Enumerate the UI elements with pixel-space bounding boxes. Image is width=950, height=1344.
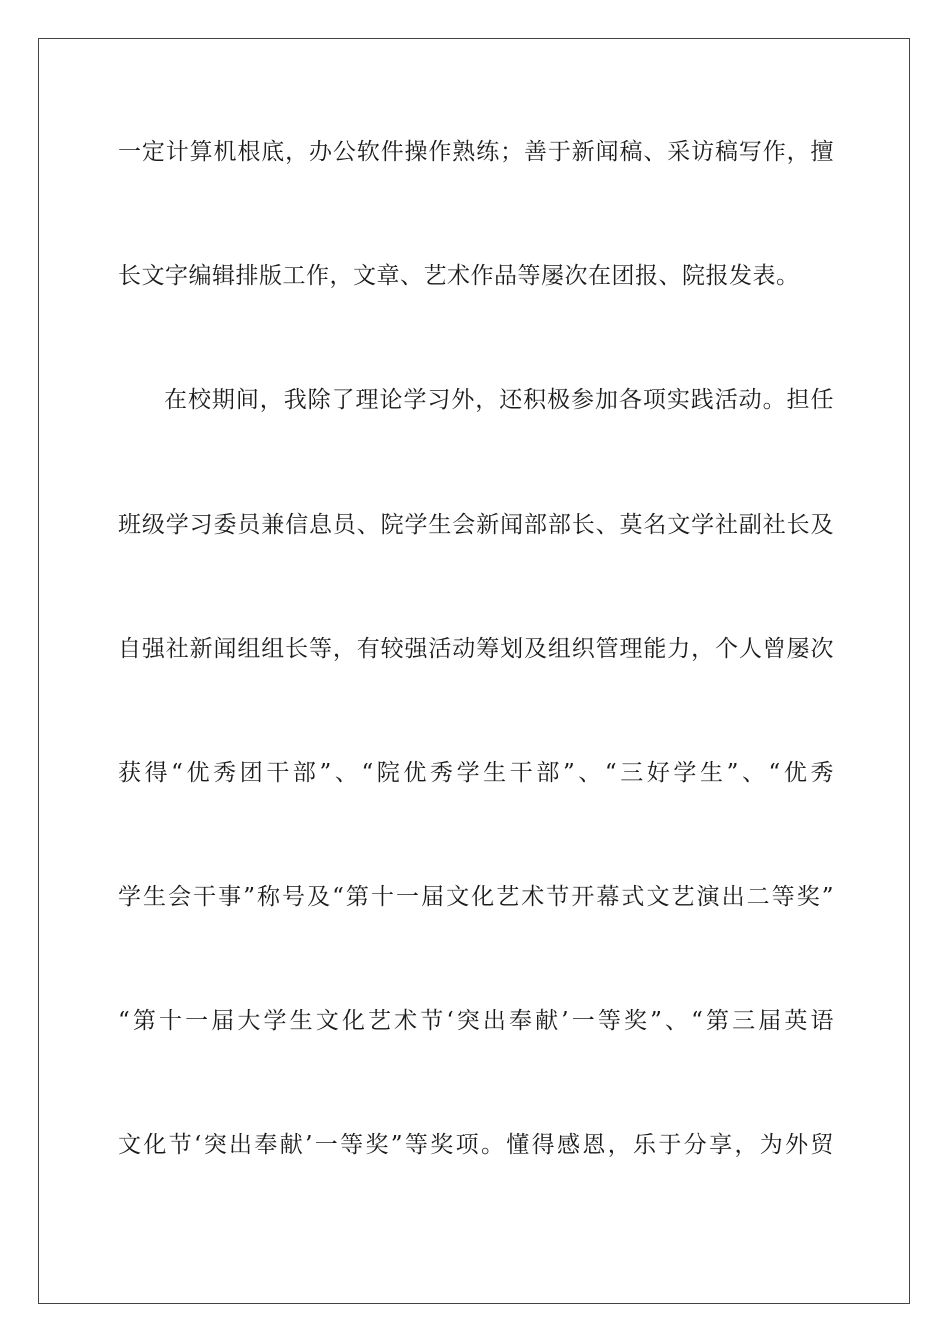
text-line-9: 文化节‘突出奉献’一等奖”等奖项。懂得感恩，乐于分享，为外贸 [118,1132,834,1158]
text-line-6: 获得“优秀团干部”、“院优秀学生干部”、“三好学生”、“优秀 [118,760,834,786]
text-line-4: 班级学习委员兼信息员、院学生会新闻部部长、莫名文学社副社长及 [118,512,834,538]
text-line-5: 自强社新闻组组长等，有较强活动筹划及组织管理能力，个人曾屡次 [118,636,834,662]
text-line-7: 学生会干事”称号及“第十一届文化艺术节开幕式文艺演出二等奖” [118,884,834,910]
text-line-2: 长文字编辑排版工作，文章、艺术作品等屡次在团报、院报发表。 [118,263,800,289]
text-line-3: 在校期间，我除了理论学习外，还积极参加各项实践活动。担任 [164,387,834,413]
page-border [38,38,910,1304]
text-line-8: “第十一届大学生文化艺术节‘突出奉献’一等奖”、“第三届英语 [118,1008,834,1034]
text-line-1: 一定计算机根底，办公软件操作熟练；善于新闻稿、采访稿写作，擅 [118,139,834,165]
